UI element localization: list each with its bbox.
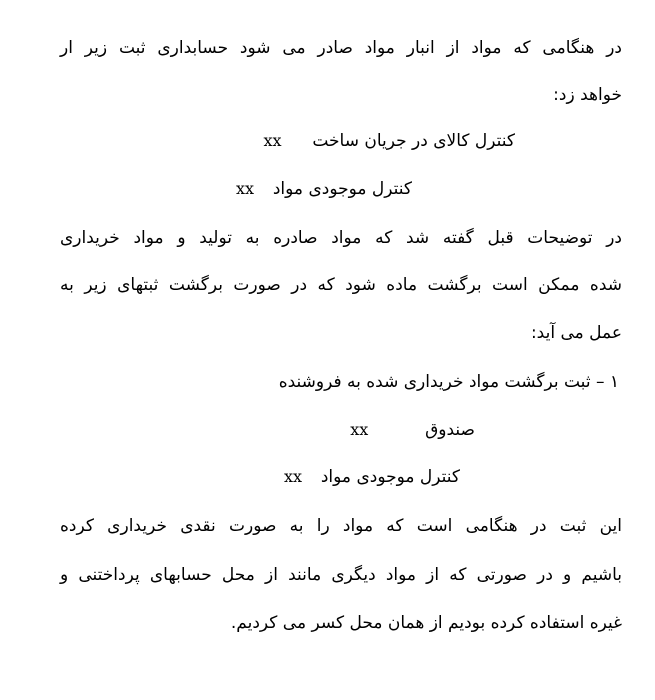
entry-1-debit-amount: xx	[263, 131, 282, 150]
paragraph-2-line-3: عمل می آید:	[530, 323, 622, 343]
paragraph-3-line-3: غیره استفاده کرده بودیم از همان محل کسر می کردیم.	[230, 613, 622, 633]
entry-2-credit-amount: xx	[284, 467, 303, 486]
entry-1-credit-account: کنترل موجودی مواد	[272, 179, 412, 199]
entry-1-credit-line	[236, 177, 412, 201]
item-1-heading: ۱ – ثبت برگشت مواد خریداری شده به فروشنده	[278, 372, 619, 392]
paragraph-3-line-2: باشیم و در صورتی که از مواد دیگری مانند از محل حسابهای پرداختنی و	[60, 565, 622, 585]
entry-2-credit-line	[284, 465, 460, 489]
entry-2-debit-line	[350, 418, 475, 442]
paragraph-2-line-1: در توضیحات قبل گفته شد که مواد صادره به تولید و مواد خریداری	[60, 228, 622, 248]
entry-1-credit-amount: xx	[236, 179, 255, 198]
entry-2-credit-account: کنترل موجودی مواد	[320, 467, 460, 487]
paragraph-1-line-2: خواهد زد:	[553, 85, 622, 105]
entry-2-debit-account: صندوق	[425, 420, 475, 440]
paragraph-1-line-1: در هنگامی که مواد از انبار مواد صادر می شود حسابداری ثبت زیر ار	[60, 38, 622, 58]
entry-1-debit-line	[263, 129, 515, 153]
entry-2-debit-amount: xx	[350, 420, 369, 439]
paragraph-2-line-2: شده ممکن است برگشت ماده شود که در صورت برگشت ثبتهای زیر به	[60, 275, 622, 295]
paragraph-3-line-1: این ثبت در هنگامی است که مواد را به صورت نقدی خریداری کرده	[60, 516, 622, 536]
entry-1-debit-account: کنترل کالای در جریان ساخت	[312, 131, 515, 151]
